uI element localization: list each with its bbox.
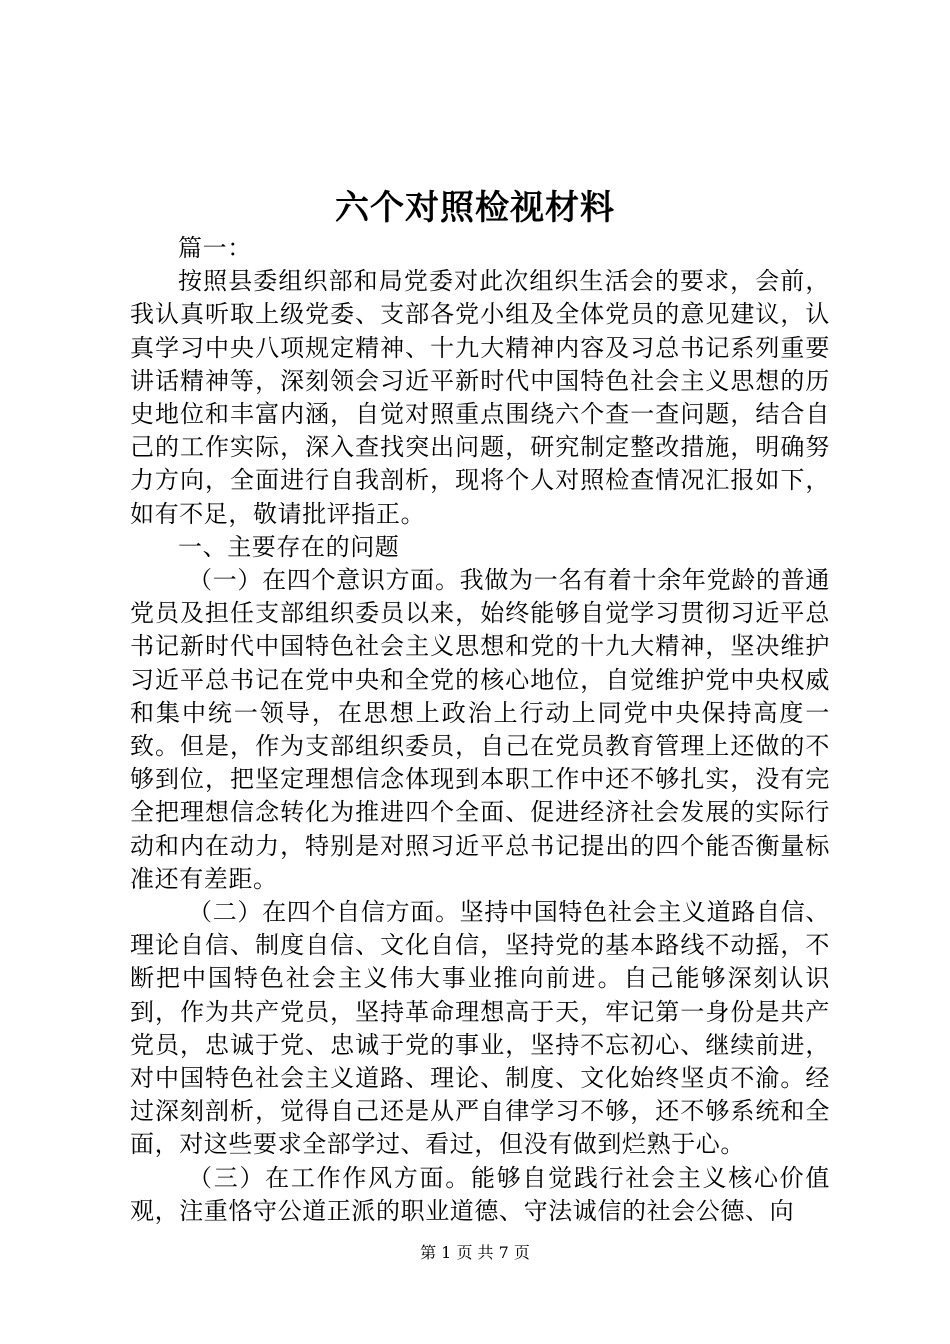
page-footer: 第 1 页 共 7 页 — [420, 1243, 530, 1262]
paragraph-four-consciousness: （一）在四个意识方面。我做为一名有着十余年党龄的普通党员及担任支部组织委员以来，始终能够自觉学习贯彻习近平总书记新时代中国特色社会主义思想和党的十九大精神，坚决维护习近平总书记在党中央和全党的核心地位，自觉维护党中央权威和集中统一领导，在思想上政治上行动上同党中央保持高度一致。但是，作为支部组织委员，自己在党员教育管理上还做的不够到位，把坚定理想信念体现到本职工作中还不够扎实，没有完全把理想信念转化为推进四个全面、促进经济社会发展的实际行动和内在动力，特别是对照习近平总书记提出的四个能否衡量标准还有差距。 — [130, 566, 830, 893]
document-body — [130, 232, 830, 1228]
intro-paragraph: 按照县委组织部和局党委对此次组织生活会的要求，会前，我认真听取上级党委、支部各党小组及全体党员的意见建议，认真学习中央八项规定精神、十九大精神内容及习总书记系列重要讲话精神等，深刻领会习近平新时代中国特色社会主义思想的历史地位和丰富内涵，自觉对照重点围绕六个查一查问题，结合自己的工作实际，深入查找突出问题，研究制定整改措施，明确努力方向，全面进行自我剖析，现将个人对照检查情况汇报如下，如有不足，敬请批评指正。 — [130, 267, 830, 528]
paragraph-work-style: （三）在工作作风方面。能够自觉践行社会主义核心价值观，注重恪守公道正派的职业道德、守法诚信的社会公德、向 — [130, 1163, 830, 1225]
section-label: 篇一： — [178, 234, 252, 262]
document-title: 六个对照检视材料 — [335, 188, 615, 228]
paragraph-four-confidences: （二）在四个自信方面。坚持中国特色社会主义道路自信、理论自信、制度自信、文化自信，坚持党的基本路线不动摇，不断把中国特色社会主义伟大事业推向前进。自己能够深刻认识到，作为共产党员，坚持革命理想高于天，牢记第一身份是共产党员，忠诚于党、忠诚于党的事业，坚持不忘初心、继续前进，对中国特色社会主义道路、理论、制度、文化始终坚贞不渝。经过深刻剖析，觉得自己还是从严自律学习不够，还不够系统和全面，对这些要求全部学过、看过，但没有做到烂熟于心。 — [130, 898, 830, 1159]
section-heading: 一、主要存在的问题 — [178, 532, 400, 561]
